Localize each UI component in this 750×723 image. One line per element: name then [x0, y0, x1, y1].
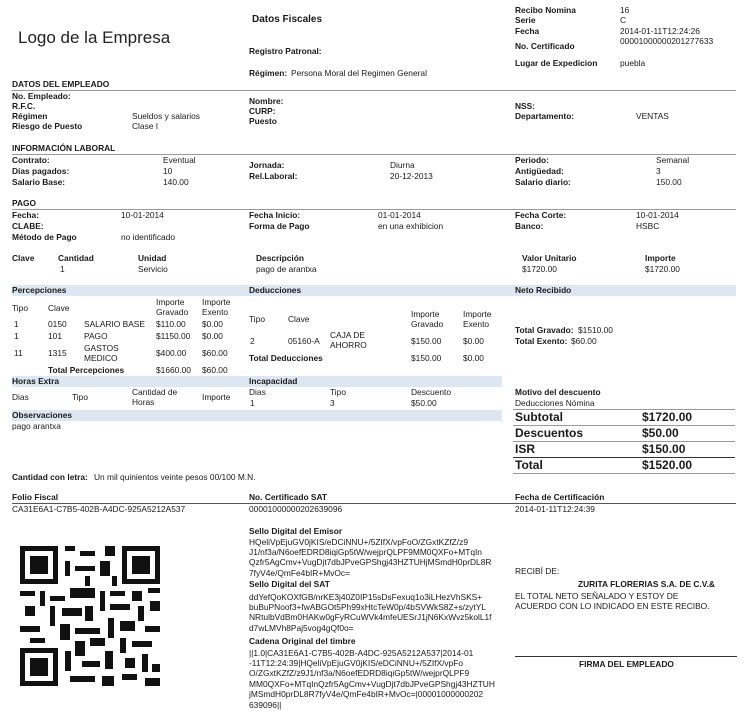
concepto-clave-header: Clave: [12, 253, 35, 263]
antiguedad-value: 3: [656, 166, 661, 176]
percepciones-section: Percepciones: [12, 285, 67, 295]
deduccion-clave: 05160-A: [288, 336, 320, 346]
percepcion-gravado: $1150.00: [156, 331, 191, 341]
salario-diario-label: Salario diario:: [515, 177, 571, 187]
percepcion-tipo: 1: [14, 331, 19, 341]
clabe-label: CLABE:: [12, 221, 44, 231]
rel-laboral-label: Rel.Laboral:: [249, 171, 298, 181]
total-percepciones-label: Total Percepciones: [48, 365, 125, 375]
certificado-label: No. Certificado: [515, 41, 575, 51]
total-deducciones-exento: $0.00: [463, 353, 484, 363]
percepciones-exento-header-2: Exento: [202, 307, 229, 317]
sello-emisor-line: 7fyV4e/QmFe4bIR+MvOc=: [249, 568, 351, 578]
total-exento-value: $60.00: [571, 336, 597, 346]
lugar-value: puebla: [620, 58, 646, 68]
qr-finder-tr: [122, 546, 160, 584]
observaciones-value: pago arantxa: [12, 421, 61, 431]
folio-fiscal-value: CA31E6A1-C7B5-402B-A4DC-925A5212A537: [12, 504, 186, 514]
departamento-label: Departamento:: [515, 111, 575, 121]
descuentos-value: $50.00: [642, 426, 679, 440]
incapacidad-tipo: 3: [330, 398, 335, 408]
percepcion-clave: 0150: [48, 319, 67, 329]
percepcion-tipo: 1: [14, 319, 19, 329]
fecha-label: Fecha: [515, 26, 540, 36]
cadena-line: MM0QXFo+MTqInQzfr5AgCmv+VugDjt7dbJPveGPShgj43HZTUH: [249, 679, 495, 689]
sello-emisor-line: Qzfr5AgCmv+VugDjt7dbJPveGPShgj43HZTUHjMSmdH0prDL8R: [249, 557, 492, 567]
concepto-valor-header: Valor Unitario: [522, 253, 577, 263]
sello-sat-label: Sello Digital del SAT: [249, 579, 330, 589]
laboral-section: INFORMACIÓN LABORAL: [12, 143, 116, 153]
isr-value: $150.00: [642, 442, 686, 456]
sello-sat-line: NRtulbVdBm0HAKw0gFyRCuWVk4mfeUESrJ1jN6KxWvz5kolL1f: [249, 612, 492, 622]
jornada-value: Diurna: [390, 160, 415, 170]
percepcion-exento: $0.00: [202, 331, 223, 341]
total-deducciones-label: Total Deducciones: [249, 353, 323, 363]
motivo-value: Deducciones Nómina: [515, 398, 595, 408]
riesgo-value: Clase I: [132, 121, 159, 131]
incapacidad-descuento: $50.00: [411, 398, 437, 408]
antiguedad-label: Antigüedad:: [515, 166, 564, 176]
lugar-label: Lugar de Expedicion: [515, 58, 598, 68]
concepto-importe: $1720.00: [645, 264, 680, 274]
percepciones-tipo-header: Tipo: [12, 303, 28, 313]
rel-laboral-value: 20-12-2013: [390, 171, 433, 181]
recibi-text: ACUERDO CON LO INDICADO EN ESTE RECIBO.: [515, 601, 710, 611]
section-header-band: [12, 410, 502, 421]
descuentos-label: Descuentos: [515, 426, 584, 440]
deducciones-exento-header: Importe: [463, 309, 492, 319]
fecha-cert-label: Fecha de Certificación: [515, 492, 605, 502]
incapacidad-dias-header: Dias: [249, 387, 266, 397]
periodo-value: Semanal: [656, 155, 690, 165]
divider: [513, 457, 735, 458]
registro-label: Registro Patronal:: [249, 46, 322, 56]
subtotal-value: $1720.00: [642, 410, 693, 424]
riesgo-label: Riesgo de Puesto: [12, 121, 83, 131]
cadena-line: O/ZGxtKZfZ/z9J1/nf3a/N6oefEDRD8iqiGp5tW/wejprQLPF9: [249, 668, 470, 678]
pago-fecha-value: 10-01-2014: [121, 210, 164, 220]
metodo-value: no identificado: [121, 232, 176, 242]
pago-fecha-label: Fecha:: [12, 210, 39, 220]
horas-extra-section: Horas Extra: [12, 376, 60, 386]
concepto-cantidad: 1: [60, 264, 65, 274]
cantidad-letra-label: Cantidad con letra:: [12, 472, 88, 482]
percepcion-tipo: 11: [14, 348, 23, 358]
divider: [12, 154, 736, 155]
dias-pagados-value: 10: [163, 166, 173, 176]
fiscal-title: Datos Fiscales: [252, 14, 323, 25]
no-empleado-label: No. Empleado:: [12, 91, 71, 101]
deducciones-gravado-header-2: Gravado: [411, 319, 444, 329]
deducciones-clave-header: Clave: [288, 314, 310, 324]
puesto-label: Puesto: [249, 116, 277, 126]
observaciones-label: Observaciones: [12, 410, 73, 420]
percepciones-exento-header: Importe: [202, 297, 231, 307]
fecha-corte-label: Fecha Corte:: [515, 210, 567, 220]
percepcion-desc: GASTOS MEDICO: [84, 343, 119, 363]
concepto-unidad: Servicio: [138, 264, 168, 274]
regimen-fiscal-label: Régimen:: [249, 68, 288, 78]
sello-emisor-label: Sello Digital del Emisor: [249, 526, 343, 536]
horas-tipo-header: Tipo: [72, 392, 88, 402]
total-exento-label: Total Exento:: [515, 336, 568, 346]
incapacidad-tipo-header: Tipo: [330, 387, 346, 397]
deducciones-section: Deducciones: [249, 285, 302, 295]
concepto-cantidad-header: Cantidad: [58, 253, 94, 263]
cadena-line: -11T12:24:39|HQeliVpEjuGV0jKIS/eDCiNNU+/5ZIfX/vpFo: [249, 658, 464, 668]
regimen-value: Sueldos y salarios: [132, 111, 200, 121]
salario-diario-value: 150.00: [656, 177, 682, 187]
deducciones-gravado-header: Importe: [411, 309, 440, 319]
incapacidad-dias: 1: [250, 398, 255, 408]
cert-sat-label: No. Certificado SAT: [249, 492, 328, 502]
total-gravado-label: Total Gravado:: [515, 325, 574, 335]
percepcion-gravado: $400.00: [156, 348, 187, 358]
pago-section: PAGO: [12, 198, 37, 208]
nss-label: NSS:: [515, 101, 536, 111]
cert-sat-value: 00001000000202639096: [249, 504, 343, 514]
horas-importe-header: Importe: [202, 392, 231, 402]
certificado-value: 00001000000201277633: [620, 36, 714, 46]
divider: [12, 90, 736, 91]
deduccion-gravado: $150.00: [411, 336, 442, 346]
percepciones-gravado-header: Importe: [156, 297, 185, 307]
horas-dias-header: Dias: [12, 392, 29, 402]
cadena-label: Cadena Original del timbre: [249, 636, 356, 646]
concepto-valor: $1720.00: [522, 264, 557, 274]
company-logo: Logo de la Empresa: [18, 28, 171, 47]
contrato-label: Contrato:: [12, 155, 50, 165]
fecha-inicio-value: 01-01-2014: [378, 210, 421, 220]
periodo-label: Periodo:: [515, 155, 549, 165]
salario-base-label: Salario Base:: [12, 177, 66, 187]
forma-pago-label: Forma de Pago: [249, 221, 310, 231]
folio-fiscal-label: Folio Fiscal: [12, 492, 59, 502]
isr-label: ISR: [515, 442, 536, 456]
deduccion-exento: $0.00: [463, 336, 484, 346]
banco-value: HSBC: [636, 221, 660, 231]
cadena-line: ||1.0|CA31E6A1-C7B5-402B-A4DC-925A5212A537|2014-01: [249, 648, 474, 658]
total-deducciones-gravado: $150.00: [411, 353, 442, 363]
neto-section: Neto Recibido: [515, 285, 572, 295]
percepcion-desc: SALARIO BASE: [84, 319, 145, 329]
regimen-label: Régimen: [12, 111, 48, 121]
fecha-corte-value: 10-01-2014: [636, 210, 679, 220]
serie-value: C: [620, 15, 627, 25]
recibo-nomina-label: Recibo Nomina: [515, 5, 576, 15]
cadena-line: jMSmdH0prDL8R7fyV4e/QmFe4bIR+MvOc=|00001000000202: [249, 689, 484, 699]
percepcion-clave: 1315: [48, 348, 67, 358]
qr-code: [20, 546, 160, 686]
divider: [12, 503, 736, 504]
sello-emisor-line: J1/nf3a/N6oefEDRD8iqiGp5tW/wejprQLPF9MM0QXFo+MTqIn: [249, 547, 482, 557]
metodo-label: Método de Pago: [12, 232, 77, 242]
percepciones-gravado-header-2: Gravado: [156, 307, 189, 317]
percepcion-gravado: $110.00: [156, 319, 186, 329]
incapacidad-section: Incapacidad: [249, 376, 298, 386]
percepcion-clave: 101: [48, 331, 62, 341]
total-gravado-value: $1510.00: [578, 325, 613, 335]
recibo-nomina-value: 16: [620, 5, 630, 15]
total-label: Total: [515, 458, 543, 472]
recibi-label: RECIBÍ DE:: [515, 566, 560, 576]
empleado-section: DATOS DEL EMPLEADO: [12, 79, 110, 89]
nombre-label: Nombre:: [249, 96, 284, 106]
incapacidad-descuento-header: Descuento: [411, 387, 452, 397]
signature-line: [515, 656, 737, 657]
percepcion-exento: $60.00: [202, 348, 228, 358]
sello-sat-line: buBuPNoof3+fwABGOt5Ph99xHtcTeW0p/4bSVWkS8Z+s/zytYL: [249, 602, 486, 612]
total-value: $1520.00: [642, 458, 693, 472]
departamento-value: VENTAS: [636, 111, 669, 121]
fecha-value: 2014-01-11T12:24:26: [620, 26, 700, 36]
divider: [513, 473, 735, 474]
banco-label: Banco:: [515, 221, 544, 231]
concepto-importe-header: Importe: [645, 253, 676, 263]
percepciones-clave-header: Clave: [48, 303, 70, 313]
concepto-descripcion: pago de arantxa: [256, 264, 317, 274]
deducciones-exento-header-2: Exento: [463, 319, 490, 329]
qr-finder-tl: [20, 546, 58, 584]
percepcion-desc: PAGO: [84, 331, 108, 341]
firma-label: FIRMA DEL EMPLEADO: [579, 659, 674, 669]
fecha-inicio-label: Fecha Inicio:: [249, 210, 301, 220]
deduccion-desc: CAJA DE AHORRO: [330, 330, 367, 350]
contrato-value: Eventual: [163, 155, 196, 165]
curp-label: CURP:: [249, 106, 276, 116]
fecha-cert-value: 2014-01-11T12:24:39: [515, 504, 595, 514]
percepcion-exento: $0.00: [202, 319, 223, 329]
cantidad-letra-value: Un mil quinientos veinte pesos 00/100 M.N.: [94, 472, 256, 482]
subtotal-label: Subtotal: [515, 410, 563, 424]
serie-label: Serie: [515, 15, 536, 25]
sello-sat-line: ddYefQoKOXfGB/nrKE3j40Z0IP15sDsFexuq1o3iLHezVhSKS+: [249, 592, 483, 602]
sello-emisor-line: HQeliVpEjuGV0jKIS/eDCiNNU+/5ZIfX/vpFoO/ZGxtKZfZ/z9: [249, 537, 468, 547]
sello-sat-line: d7wLMVh8Paj5vog4gQf0o=: [249, 623, 354, 633]
concepto-descripcion-header: Descripción: [256, 253, 304, 263]
regimen-fiscal-value: Persona Moral del Regimen General: [291, 68, 427, 78]
dias-pagados-label: Días pagados:: [12, 166, 70, 176]
section-header-band: [12, 285, 736, 296]
divider: [513, 441, 735, 442]
total-percepciones-exento: $60.00: [202, 365, 228, 375]
salario-base-value: 140.00: [163, 177, 189, 187]
forma-pago-value: en una exhibicion: [378, 221, 444, 231]
rfc-label: R.F.C.: [12, 101, 36, 111]
horas-cantidad-header: Cantidad de Horas: [132, 387, 178, 407]
jornada-label: Jornada:: [249, 160, 285, 170]
concepto-unidad-header: Unidad: [138, 253, 167, 263]
motivo-label: Motivo del descuento: [515, 387, 601, 397]
recibi-text: EL TOTAL NETO SEÑALADO Y ESTOY DE: [515, 591, 679, 601]
qr-finder-bl: [20, 648, 58, 686]
total-percepciones-gravado: $1660.00: [156, 365, 191, 375]
deducciones-tipo-header: Tipo: [249, 314, 265, 324]
recibi-company: ZURITA FLORERIAS S.A. DE C.V.&: [578, 579, 715, 589]
deduccion-tipo: 2: [250, 336, 255, 346]
cadena-line: 639096||: [249, 700, 282, 710]
